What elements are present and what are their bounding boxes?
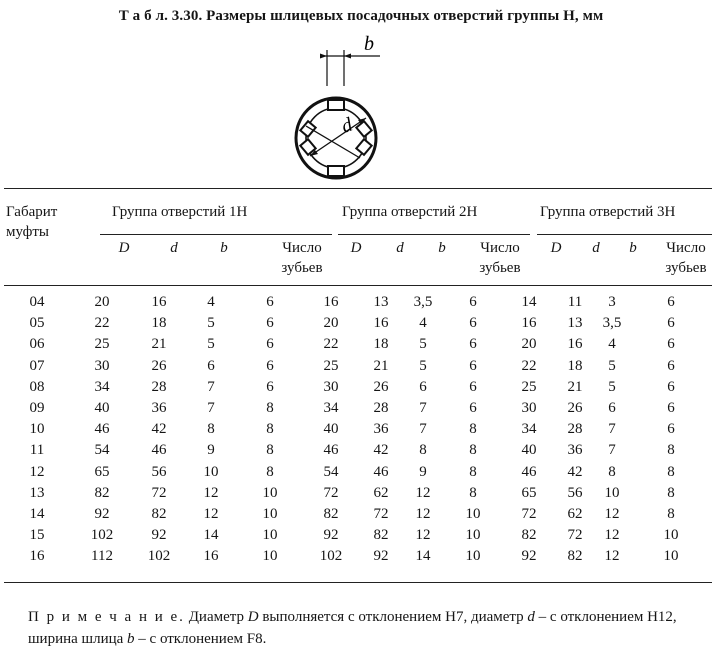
- table-cell: 11: [567, 294, 583, 311]
- table-cell: 26: [151, 357, 167, 374]
- table-cell: 16: [323, 294, 339, 311]
- table-cell: 36: [373, 421, 389, 438]
- table-cell: 21: [373, 357, 389, 374]
- header-g1-n: Число зубьев: [281, 240, 323, 276]
- table-top-rule: [4, 188, 712, 189]
- header-g2-D: D: [350, 240, 362, 256]
- table-cell-gabarit: 07: [29, 357, 45, 374]
- table-cell: 72: [567, 527, 583, 544]
- table-row: [4, 313, 712, 334]
- table-cell: 102: [319, 548, 343, 565]
- table-cell: 6: [266, 336, 274, 353]
- table-cell: 42: [567, 463, 583, 480]
- table-cell: 12: [203, 505, 219, 522]
- table-cell: 8: [667, 463, 675, 480]
- table-cell: 8: [469, 421, 477, 438]
- table-row: [4, 292, 712, 313]
- table-cell: 36: [151, 400, 167, 417]
- table-cell: 8: [469, 484, 477, 501]
- table-cell: 14: [521, 294, 537, 311]
- table-row: [4, 504, 712, 525]
- table-cell: 54: [323, 463, 339, 480]
- header-g2-b: b: [438, 240, 446, 256]
- note-text-4: – с отклонением F8.: [134, 631, 267, 647]
- table-cell: 102: [90, 527, 114, 544]
- table-cell: 46: [521, 463, 537, 480]
- table-cell: 30: [94, 357, 110, 374]
- table-cell: 26: [567, 400, 583, 417]
- table-cell: 16: [521, 315, 537, 332]
- table-cell: 8: [608, 463, 616, 480]
- table-cell-gabarit: 16: [29, 548, 45, 565]
- table-row: [4, 525, 712, 546]
- table-cell-gabarit: 09: [29, 400, 45, 417]
- note-symbol-d: d: [527, 609, 535, 625]
- table-cell: 10: [465, 505, 481, 522]
- table-cell: 16: [567, 336, 583, 353]
- table-cell: 20: [521, 336, 537, 353]
- table-cell: 65: [94, 463, 110, 480]
- table-cell: 8: [207, 421, 215, 438]
- table-cell: 20: [94, 294, 110, 311]
- header-g2-d: d: [396, 240, 404, 256]
- table-cell: 26: [373, 378, 389, 395]
- table-cell: 16: [373, 315, 389, 332]
- table-title: Т а б л. 3.30. Размеры шлицевых посадочных отверстий группы Н, мм: [118, 8, 604, 24]
- table-cell: 92: [94, 505, 110, 522]
- table-cell: 42: [373, 442, 389, 459]
- table-cell: 8: [266, 421, 274, 438]
- table-cell: 46: [151, 442, 167, 459]
- table-cell: 12: [604, 527, 620, 544]
- table-cell-gabarit: 06: [29, 336, 45, 353]
- table-bottom-rule: [4, 582, 712, 583]
- table-cell: 7: [608, 442, 616, 459]
- table-cell: 6: [667, 294, 675, 311]
- table-cell: 6: [667, 400, 675, 417]
- header-g3-n: Число зубьев: [665, 240, 707, 276]
- table-cell: 42: [151, 421, 167, 438]
- table-cell: 3: [608, 294, 616, 311]
- table-cell: 9: [207, 442, 215, 459]
- table-cell: 12: [604, 505, 620, 522]
- table-row: [4, 462, 712, 483]
- table-cell: 5: [419, 357, 427, 374]
- table-cell: 4: [419, 315, 427, 332]
- table-cell-gabarit: 04: [29, 294, 45, 311]
- table-cell-gabarit: 10: [29, 421, 45, 438]
- table-cell: 5: [608, 378, 616, 395]
- table-cell: 3,5: [602, 315, 622, 332]
- table-cell: 10: [604, 484, 620, 501]
- table-cell: 82: [94, 484, 110, 501]
- table-cell: 10: [203, 463, 219, 480]
- header-group-3: Группа отверстий 3Н: [540, 204, 676, 220]
- table-cell: 22: [323, 336, 339, 353]
- table-cell: 72: [151, 484, 167, 501]
- table-cell: 30: [323, 378, 339, 395]
- table-cell: 5: [207, 336, 215, 353]
- header-g3-d: d: [592, 240, 600, 256]
- table-cell: 25: [94, 336, 110, 353]
- note-symbol-D: D: [247, 609, 259, 625]
- table-cell: 18: [373, 336, 389, 353]
- table-row: [4, 440, 712, 461]
- table-cell: 6: [469, 336, 477, 353]
- table-cell: 22: [521, 357, 537, 374]
- header-g2-n: Число зубьев: [479, 240, 521, 276]
- table-row: [4, 334, 712, 355]
- dimensions-table: [4, 292, 712, 567]
- table-cell: 4: [207, 294, 215, 311]
- table-cell: 25: [521, 378, 537, 395]
- table-cell: 6: [667, 336, 675, 353]
- table-cell: 22: [94, 315, 110, 332]
- table-cell: 10: [262, 505, 278, 522]
- table-cell: 7: [419, 421, 427, 438]
- table-cell: 13: [373, 294, 389, 311]
- table-row: [4, 356, 712, 377]
- header-g1-D: D: [118, 240, 130, 256]
- table-cell-gabarit: 11: [29, 442, 45, 459]
- table-cell-gabarit: 13: [29, 484, 45, 501]
- table-cell: 6: [266, 294, 274, 311]
- table-cell: 7: [207, 378, 215, 395]
- table-cell: 6: [469, 315, 477, 332]
- table-cell-gabarit: 05: [29, 315, 45, 332]
- table-cell: 21: [567, 378, 583, 395]
- table-cell: 16: [151, 294, 167, 311]
- table-cell: 34: [521, 421, 537, 438]
- table-header-rule: [4, 285, 712, 286]
- table-cell: 10: [262, 484, 278, 501]
- table-cell: 12: [415, 505, 431, 522]
- table-cell: 8: [667, 442, 675, 459]
- table-cell: 30: [521, 400, 537, 417]
- table-cell: 36: [567, 442, 583, 459]
- header-group-1: Группа отверстий 1Н: [112, 204, 248, 220]
- table-cell: 18: [151, 315, 167, 332]
- table-cell: 6: [266, 315, 274, 332]
- table-cell: 4: [608, 336, 616, 353]
- table-cell: 8: [266, 442, 274, 459]
- header-g3-b: b: [629, 240, 637, 256]
- table-cell: 21: [151, 336, 167, 353]
- table-cell: 46: [373, 463, 389, 480]
- table-cell: 40: [323, 421, 339, 438]
- table-cell: 40: [94, 400, 110, 417]
- table-cell: 82: [373, 527, 389, 544]
- table-cell: 16: [203, 548, 219, 565]
- table-cell: 8: [469, 463, 477, 480]
- table-cell: 46: [94, 421, 110, 438]
- table-cell: 10: [262, 527, 278, 544]
- note-label: П р и м е ч а н и е.: [28, 609, 185, 625]
- table-row: [4, 377, 712, 398]
- table-cell: 72: [521, 505, 537, 522]
- table-cell: 18: [567, 357, 583, 374]
- table-cell: 8: [667, 505, 675, 522]
- table-cell: 82: [521, 527, 537, 544]
- table-row: [4, 483, 712, 504]
- table-cell: 92: [151, 527, 167, 544]
- table-cell: 62: [373, 484, 389, 501]
- table-cell-gabarit: 08: [29, 378, 45, 395]
- table-cell: 3,5: [413, 294, 433, 311]
- group-3-underline: [537, 234, 712, 235]
- table-cell: 92: [521, 548, 537, 565]
- table-cell: 6: [207, 357, 215, 374]
- table-cell: 56: [151, 463, 167, 480]
- table-cell: 5: [207, 315, 215, 332]
- table-cell: 8: [419, 442, 427, 459]
- table-cell: 102: [147, 548, 171, 565]
- table-cell: 5: [419, 336, 427, 353]
- table-cell: 56: [567, 484, 583, 501]
- table-cell: 6: [667, 315, 675, 332]
- table-cell: 6: [469, 378, 477, 395]
- table-cell: 6: [266, 357, 274, 374]
- header-g3-D: D: [550, 240, 562, 256]
- table-cell: 6: [667, 378, 675, 395]
- table-cell: 12: [604, 548, 620, 565]
- note-symbol-b: b: [127, 631, 135, 647]
- table-cell: 6: [608, 400, 616, 417]
- note-text-1: Диаметр: [184, 609, 248, 625]
- table-cell: 6: [469, 294, 477, 311]
- table-cell: 65: [521, 484, 537, 501]
- table-cell: 92: [373, 548, 389, 565]
- table-row: [4, 419, 712, 440]
- table-cell: 13: [567, 315, 583, 332]
- dimension-b-label: b: [364, 33, 374, 55]
- table-cell: 6: [667, 357, 675, 374]
- table-cell: 40: [521, 442, 537, 459]
- note-text-3: – с отклонением Н12, ширина шлица: [28, 609, 677, 647]
- table-cell: 82: [567, 548, 583, 565]
- table-cell: 112: [91, 548, 113, 565]
- table-cell: 82: [323, 505, 339, 522]
- table-note: [28, 606, 714, 650]
- table-cell: 8: [266, 463, 274, 480]
- table-cell: 9: [419, 463, 427, 480]
- table-cell: 14: [415, 548, 431, 565]
- table-cell: 10: [663, 527, 679, 544]
- table-cell: 7: [419, 400, 427, 417]
- group-2-underline: [338, 234, 530, 235]
- table-row: [4, 546, 712, 567]
- table-cell: 12: [415, 527, 431, 544]
- table-cell: 6: [469, 357, 477, 374]
- table-cell: 8: [667, 484, 675, 501]
- table-cell: 8: [469, 442, 477, 459]
- table-cell: 10: [663, 548, 679, 565]
- table-cell: 54: [94, 442, 110, 459]
- table-cell: 72: [323, 484, 339, 501]
- note-text-2: выполняется с отклонением Н7, диаметр: [258, 609, 528, 625]
- table-cell-gabarit: 15: [29, 527, 45, 544]
- table-cell: 7: [608, 421, 616, 438]
- table-cell: 34: [94, 378, 110, 395]
- table-cell: 34: [323, 400, 339, 417]
- header-g1-b: b: [220, 240, 228, 256]
- table-cell-gabarit: 12: [29, 463, 45, 480]
- header-gabarit: Габарит муфты: [6, 204, 58, 240]
- table-cell: 10: [262, 548, 278, 565]
- group-1-underline: [100, 234, 332, 235]
- table-cell: 72: [373, 505, 389, 522]
- table-cell: 6: [419, 378, 427, 395]
- table-cell: 20: [323, 315, 339, 332]
- table-cell: 6: [667, 421, 675, 438]
- table-cell: 6: [469, 400, 477, 417]
- table-cell: 8: [266, 400, 274, 417]
- table-cell: 12: [415, 484, 431, 501]
- table-cell: 10: [465, 527, 481, 544]
- table-cell: 12: [203, 484, 219, 501]
- table-cell: 6: [266, 378, 274, 395]
- table-cell: 92: [323, 527, 339, 544]
- table-cell: 28: [567, 421, 583, 438]
- table-cell: 7: [207, 400, 215, 417]
- table-cell: 28: [373, 400, 389, 417]
- table-cell: 5: [608, 357, 616, 374]
- table-cell: 46: [323, 442, 339, 459]
- table-cell: 82: [151, 505, 167, 522]
- header-g1-d: d: [170, 240, 178, 256]
- table-cell: 62: [567, 505, 583, 522]
- table-cell-gabarit: 14: [29, 505, 45, 522]
- header-group-2: Группа отверстий 2Н: [342, 204, 478, 220]
- table-cell: 25: [323, 357, 339, 374]
- table-cell: 14: [203, 527, 219, 544]
- table-cell: 28: [151, 378, 167, 395]
- table-cell: 10: [465, 548, 481, 565]
- dimension-d-label: d: [338, 113, 356, 138]
- table-row: [4, 398, 712, 419]
- spline-hole-diagram: [270, 28, 410, 188]
